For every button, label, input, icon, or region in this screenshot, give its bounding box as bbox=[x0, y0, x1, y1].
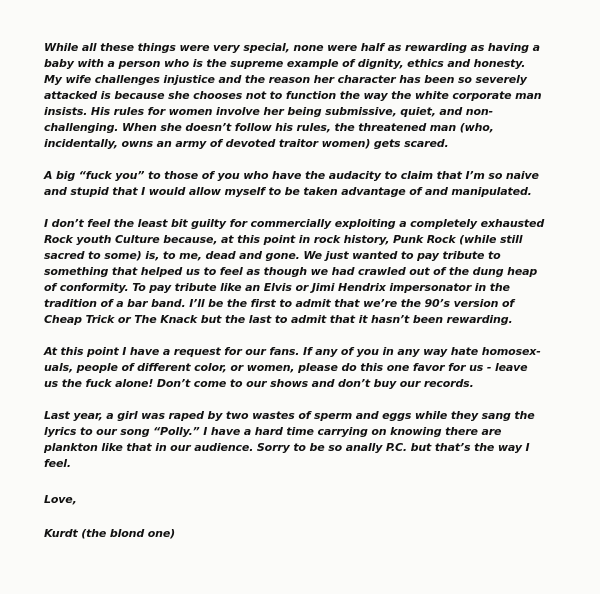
text-line: lyrics to our song “Polly.” I have a hard time carrying on knowing there are bbox=[44, 425, 502, 438]
letter-body bbox=[44, 40, 564, 542]
signature: Kurdt (the blond one) bbox=[44, 527, 176, 540]
closing-salutation: Love, bbox=[44, 493, 77, 506]
closing-block bbox=[44, 492, 564, 542]
text-line: and stupid that I would allow myself to be taken advantage of and manipulated. bbox=[44, 185, 532, 198]
text-line: While all these things were very special, none were half as rewarding as having a bbox=[44, 41, 540, 54]
paragraph-4 bbox=[44, 344, 564, 392]
text-line: Cheap Trick or The Knack but the last to admit that it hasn’t been rewarding. bbox=[44, 313, 513, 326]
paragraph-3 bbox=[44, 216, 564, 328]
text-line: of conformity. To pay tribute like an Elvis or Jimi Hendrix impersonator in the bbox=[44, 281, 510, 294]
text-line: A big “fuck you” to those of you who have the audacity to claim that I’m so naive bbox=[44, 169, 539, 182]
text-line: challenging. When she doesn’t follow his rules, the threatened man (who, bbox=[44, 121, 494, 134]
text-line: At this point I have a request for our fans. If any of you in any way hate homosex- bbox=[44, 345, 541, 358]
text-line: baby with a person who is the supreme example of dignity, ethics and honesty. bbox=[44, 57, 526, 70]
text-line: My wife challenges injustice and the reason her character has been so severely bbox=[44, 73, 527, 86]
text-line: plankton like that in our audience. Sorry to be so anally P.C. but that’s the way I bbox=[44, 441, 530, 454]
text-line: sacred to some) is, to me, dead and gone. We just wanted to pay tribute to bbox=[44, 249, 501, 262]
text-line: Last year, a girl was raped by two wastes of sperm and eggs while they sang the bbox=[44, 409, 535, 422]
text-line: attacked is because she chooses not to function the way the white corporate man bbox=[44, 89, 542, 102]
paragraph-1 bbox=[44, 40, 564, 152]
text-line: something that helped us to feel as though we had crawled out of the dung heap bbox=[44, 265, 538, 278]
text-line: feel. bbox=[44, 457, 71, 470]
text-line: us the fuck alone! Don’t come to our shows and don’t buy our records. bbox=[44, 377, 474, 390]
text-line: insists. His rules for women involve her being submissive, quiet, and non- bbox=[44, 105, 493, 118]
text-line: incidentally, owns an army of devoted traitor women) gets scared. bbox=[44, 137, 449, 150]
paragraph-2 bbox=[44, 168, 564, 200]
text-line: uals, people of different color, or women, please do this one favor for us - leave bbox=[44, 361, 528, 374]
paragraph-5 bbox=[44, 408, 564, 472]
text-line: Rock youth Culture because, at this point in rock history, Punk Rock (while still bbox=[44, 233, 523, 246]
text-line: tradition of a bar band. I’ll be the first to admit that we’re the 90’s version of bbox=[44, 297, 515, 310]
text-line: I don’t feel the least bit guilty for commercially exploiting a completely exhausted bbox=[44, 217, 545, 230]
